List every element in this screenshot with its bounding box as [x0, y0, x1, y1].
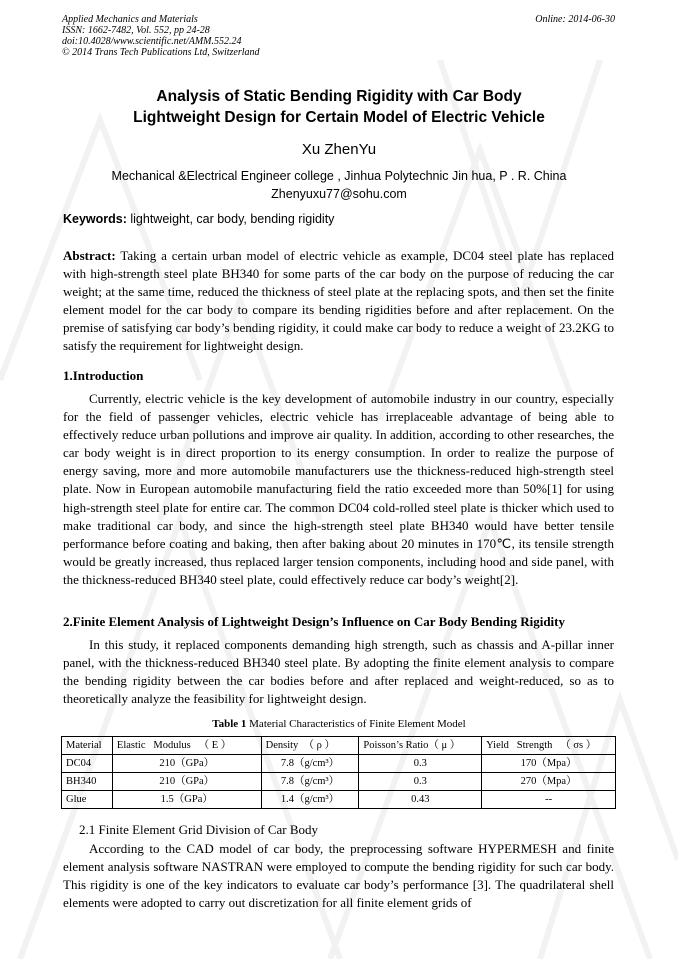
author-affiliation: [0, 167, 678, 203]
table-row: [62, 773, 616, 791]
header-elastic-modulus: Elastic Modulus （ E ）: [112, 737, 261, 755]
cell-material: Glue: [62, 791, 113, 809]
fea-paragraph: [63, 636, 614, 708]
cell-yield-strength: --: [482, 791, 616, 809]
introduction-text: Currently, electric vehicle is the key development of automobile industry in our country, especially for the field of passenger vehicles, electric vehicle has irreplaceable advantage of being able to effectively reduce urban pollutions and improve air quality. In addition, according to other researches, the car body weight is in direct proportion to its energy consumption. In order to realize the purpose of energy saving, more and more automobile manufacturers use the thickness-reduced high-strength steel plate. Now in European automobile manufacturing field the ratio exceeded more than 50%[1] for using high-strength steel plate for entire car. The common DC04 cold-rolled steel plate is thicker which used to make traditional car body, and since the high-strength steel plate BH340 would have better tensile performance before coating and baking, then after baking about 20 minutes in 170℃, its tensile strength would be greatly increased, thus replaced larger tension components, including hood and side panel, with the thickness-reduced BH340 steel plate, could effectively reduce car body’s weight[2].: [63, 391, 614, 587]
abstract: [63, 247, 614, 356]
cell-elastic-modulus: 1.5（GPa）: [112, 791, 261, 809]
table-caption-text: Material Characteristics of Finite Element Model: [246, 718, 466, 730]
author-name: Xu ZhenYu: [301, 141, 377, 158]
header-material: Material: [62, 737, 113, 755]
cell-density: 7.8（g/cm³）: [261, 773, 359, 791]
affiliation-text: Mechanical &Electrical Engineer college , Jinhua Polytechnic Jin hua, P . R. China: [111, 169, 567, 183]
cell-yield-strength: 270（Mpa）: [482, 773, 616, 791]
online-date: Online: 2014-06-30: [535, 14, 615, 25]
table-row: [62, 755, 616, 773]
grid-text: According to the CAD model of car body, the preprocessing software HYPERMESH and finite element analysis software NASTRAN were employed to compute the bending rigidity for such car body. This rigidity is one of the key indicators to evaluate car body’s performance [3]. The quadrilateral shell elements were adopted to carry out discretization for all finite element grids of: [63, 841, 614, 911]
paper-title: [0, 86, 678, 128]
header-poissons-ratio: Poisson’s Ratio（ μ ）: [359, 737, 482, 755]
header-yield-strength: Yield Strength （ σs ）: [482, 737, 616, 755]
cell-density: 7.8（g/cm³）: [261, 755, 359, 773]
table-caption: [0, 717, 678, 731]
grid-paragraph: [63, 840, 614, 912]
header-density: Density （ ρ ）: [261, 737, 359, 755]
cell-material: DC04: [62, 755, 113, 773]
journal-name: Applied Mechanics and Materials: [62, 14, 198, 25]
journal-header: [62, 14, 260, 58]
fea-text: In this study, it replaced components demanding high strength, such as chassis and A-pillar inner panel, with the thickness-reduced BH340 steel plate. By adopting the finite element analysis to compare the bending rigidity between the car bodies before and after replaced and weight-reduced, so as to theoretically analyze the feasibility for lightweight design.: [63, 637, 614, 707]
subsection-heading-grid: 2.1 Finite Element Grid Division of Car Body: [79, 822, 319, 837]
abstract-label: Abstract:: [63, 248, 116, 263]
keywords-label: Keywords:: [63, 212, 127, 226]
material-table: [61, 736, 616, 809]
doi-link[interactable]: doi:10.4028/www.scientific.net/AMM.552.24: [62, 36, 242, 47]
issn-info: ISSN: 1662-7482, Vol. 552, pp 24-28: [62, 25, 210, 36]
keywords-text: lightweight, car body, bending rigidity: [126, 212, 335, 226]
keywords: [63, 211, 334, 227]
cell-elastic-modulus: 210（GPa）: [112, 755, 261, 773]
title-line-2: Lightweight Design for Certain Model of Electric Vehicle: [133, 109, 545, 126]
title-line-1: Analysis of Static Bending Rigidity with Car Body: [156, 88, 522, 105]
abstract-text: Taking a certain urban model of electric vehicle as example, DC04 steel plate has replaced with high-strength steel plate BH340 for some parts of the car body on the purpose of reducing the car weight; at the same time, reduced the thickness of steel plate at the replacing spots, and then set the finite element model for the car body to compare its bending rigidities before and after replacement. On the premise of satisfying car body’s bending rigidity, it could make car body to reduce a weight of 23.2KG to satisfy the requirement for lightweight design.: [63, 248, 614, 354]
section-heading-introduction: 1.Introduction: [63, 368, 144, 383]
cell-yield-strength: 170（Mpa）: [482, 755, 616, 773]
cell-poissons-ratio: 0.3: [359, 773, 482, 791]
cell-poissons-ratio: 0.3: [359, 755, 482, 773]
cell-material: BH340: [62, 773, 113, 791]
section-heading-fea: 2.Finite Element Analysis of Lightweight Design’s Influence on Car Body Bending Rigidity: [63, 614, 565, 629]
table-caption-label: Table 1: [212, 718, 247, 730]
table-header-row: [62, 737, 616, 755]
author-email[interactable]: Zhenyuxu77@sohu.com: [271, 187, 407, 201]
cell-poissons-ratio: 0.43: [359, 791, 482, 809]
introduction-paragraph: [63, 390, 614, 589]
table-row: [62, 791, 616, 809]
cell-density: 1.4（g/cm³）: [261, 791, 359, 809]
copyright-notice: © 2014 Trans Tech Publications Ltd, Switzerland: [62, 47, 260, 58]
cell-elastic-modulus: 210（GPa）: [112, 773, 261, 791]
